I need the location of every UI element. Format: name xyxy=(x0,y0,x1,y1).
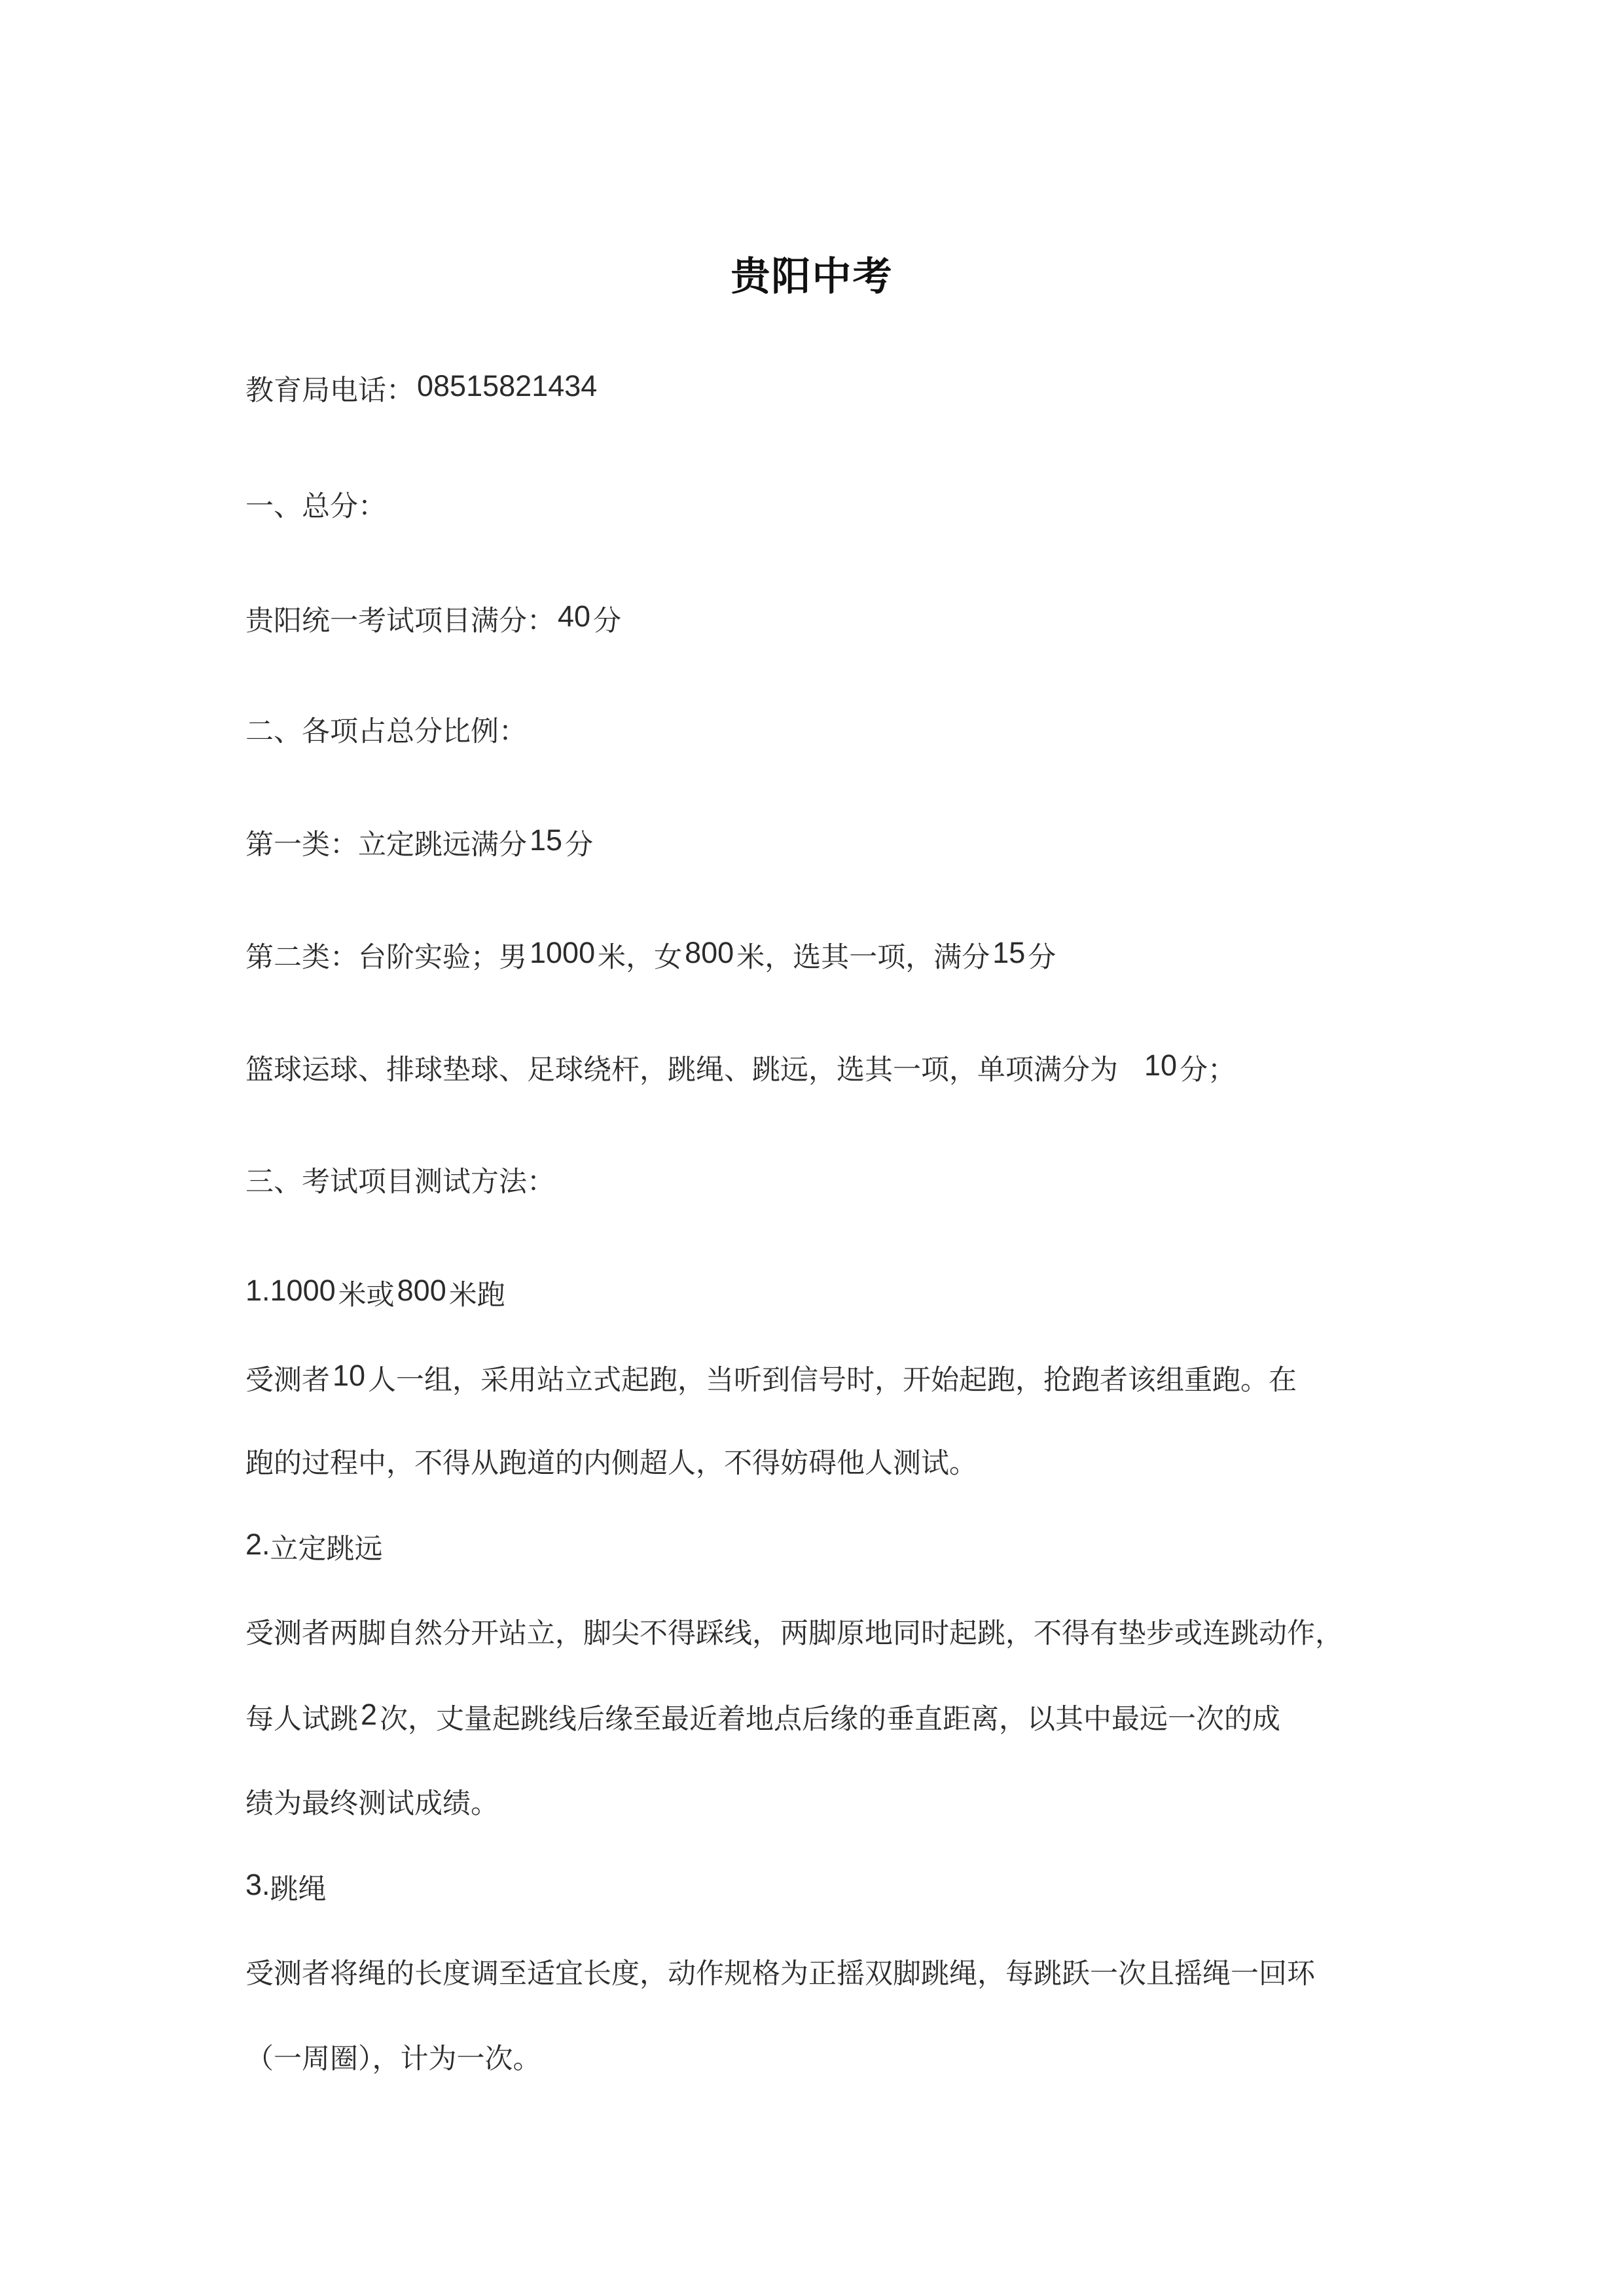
category-1-text: 第一类：立定跳远满分 xyxy=(245,829,527,861)
category-2-female-distance: 800 xyxy=(685,936,734,969)
category-1-line xyxy=(245,825,593,865)
category-2-score: 15 xyxy=(992,936,1026,969)
total-score-text: 贵阳统一考试项目满分： xyxy=(245,605,555,637)
item-1-line-1-part-1: 受测者 xyxy=(245,1364,330,1397)
section-2-heading: 二、各项占总分比例： xyxy=(245,715,527,748)
item-3-line-2: （一周圈），计为一次。 xyxy=(245,2043,541,2075)
item-1-line-1 xyxy=(245,1360,1297,1400)
item-3-heading-text: 跳绳 xyxy=(270,1873,327,1906)
category-2-line xyxy=(245,937,1056,977)
item-2-line-1: 受测者两脚自然分开站立，脚尖不得踩线，两脚原地同时起跳，不得有垫步或连跳动作， xyxy=(245,1617,1343,1650)
item-1-heading-distance: 800 xyxy=(397,1274,446,1307)
category-3-score: 10 xyxy=(1144,1049,1178,1082)
phone-line xyxy=(245,370,600,410)
item-2-line-2-part-1: 每人试跳 xyxy=(245,1703,358,1736)
item-2-heading-number: 2. xyxy=(245,1528,270,1561)
category-2-part-2: 米，女 xyxy=(598,941,683,974)
item-3-heading-number: 3. xyxy=(245,1868,270,1901)
phone-label: 教育局电话： xyxy=(245,374,414,407)
item-2-heading xyxy=(245,1529,383,1569)
total-score-value: 40 xyxy=(558,600,591,633)
phone-number: 08515821434 xyxy=(417,369,598,403)
category-3-text: 篮球运球、排球垫球、足球绕杆，跳绳、跳远，选其一项，单项满分为 xyxy=(245,1054,1118,1086)
section-1-heading: 一、总分： xyxy=(245,490,386,523)
item-2-attempts: 2 xyxy=(361,1698,378,1731)
item-1-heading xyxy=(245,1275,505,1315)
item-2-line-3: 绩为最终测试成绩。 xyxy=(245,1787,499,1820)
category-3-unit: 分； xyxy=(1180,1054,1236,1086)
category-2-part-3: 米，选其一项，满分 xyxy=(736,941,990,974)
category-2-part-1: 第二类：台阶实验；男 xyxy=(245,941,527,974)
item-1-group-size: 10 xyxy=(333,1359,366,1392)
item-2-line-2-part-2: 次，丈量起跳线后缘至最近着地点后缘的垂直距离，以其中最远一次的成 xyxy=(380,1703,1281,1736)
item-1-heading-part-2: 米跑 xyxy=(448,1279,505,1312)
item-3-line-1: 受测者将绳的长度调至适宜长度，动作规格为正摇双脚跳绳，每跳跃一次且摇绳一回环 xyxy=(245,1958,1315,1990)
item-1-line-1-part-2: 人一组，采用站立式起跑，当听到信号时，开始起跑，抢跑者该组重跑。在 xyxy=(368,1364,1297,1397)
total-score-unit: 分 xyxy=(593,605,622,637)
item-2-heading-text: 立定跳远 xyxy=(270,1533,383,1566)
category-2-male-distance: 1000 xyxy=(530,936,596,969)
page-title: 贵阳中考 xyxy=(731,254,893,300)
category-3-line xyxy=(245,1050,1236,1090)
total-score-line xyxy=(245,601,621,641)
section-3-heading: 三、考试项目测试方法： xyxy=(245,1166,555,1198)
item-1-heading-part-1: 米或 xyxy=(338,1279,395,1312)
category-1-score: 15 xyxy=(530,823,563,857)
item-2-line-2 xyxy=(245,1699,1280,1739)
category-2-unit: 分 xyxy=(1028,941,1056,974)
category-1-unit: 分 xyxy=(565,829,594,861)
item-1-line-2: 跑的过程中，不得从跑道的内侧超人，不得妨碍他人测试。 xyxy=(245,1447,977,1480)
item-1-heading-number: 1.1000 xyxy=(245,1274,336,1307)
item-3-heading xyxy=(245,1869,327,1909)
